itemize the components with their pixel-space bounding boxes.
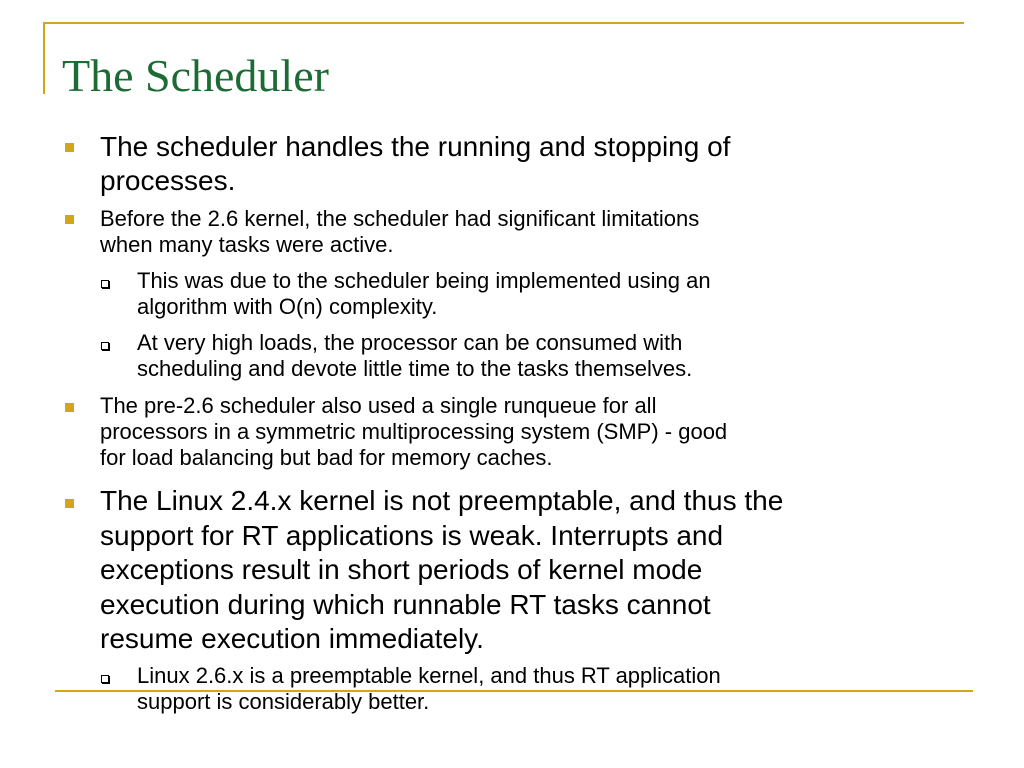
square-bullet-icon (65, 215, 74, 224)
bullet-line: for load balancing but bad for memory caches. (100, 445, 553, 470)
sub-bullet-line: scheduling and devote little time to the tasks themselves. (137, 356, 693, 381)
frame-top-rule (43, 22, 964, 24)
sub-bullet-line: support is considerably better. (137, 689, 430, 714)
bullet-line: processes. (100, 165, 236, 196)
bullet-line: when many tasks were active. (100, 232, 394, 257)
hollow-square-bullet-icon (101, 280, 109, 288)
sub-bullet-line: algorithm with O(n) complexity. (137, 294, 438, 319)
sub-bullet-line: Linux 2.6.x is a preemptable kernel, and thus RT application (137, 663, 721, 688)
bullet-line: The pre-2.6 scheduler also used a single runqueue for all (100, 393, 657, 418)
square-bullet-icon (65, 403, 74, 412)
frame-left-rule (43, 22, 45, 94)
sub-bullet-line: This was due to the scheduler being implemented using an (137, 268, 711, 293)
bullet-line: support for RT applications is weak. Interrupts and (100, 519, 724, 551)
square-bullet-icon (65, 143, 74, 152)
sub-bullet-line: At very high loads, the processor can be consumed with (137, 330, 683, 355)
bullet-line: processors in a symmetric multiprocessing system (SMP) - good (100, 419, 728, 444)
bullet-line: resume execution immediately. (100, 623, 484, 654)
bullet-line: The scheduler handles the running and stopping of (100, 131, 731, 162)
bullet-line: execution during which runnable RT tasks cannot (100, 588, 711, 620)
slide-title: The Scheduler (62, 50, 329, 101)
hollow-square-bullet-icon (101, 675, 109, 683)
bullet-line: Before the 2.6 kernel, the scheduler had significant limitations (100, 206, 700, 231)
hollow-square-bullet-icon (101, 342, 109, 350)
bullet-line: The Linux 2.4.x kernel is not preemptable, and thus the (100, 485, 784, 516)
square-bullet-icon (65, 499, 74, 508)
bullet-line: exceptions result in short periods of kernel mode (100, 554, 703, 585)
